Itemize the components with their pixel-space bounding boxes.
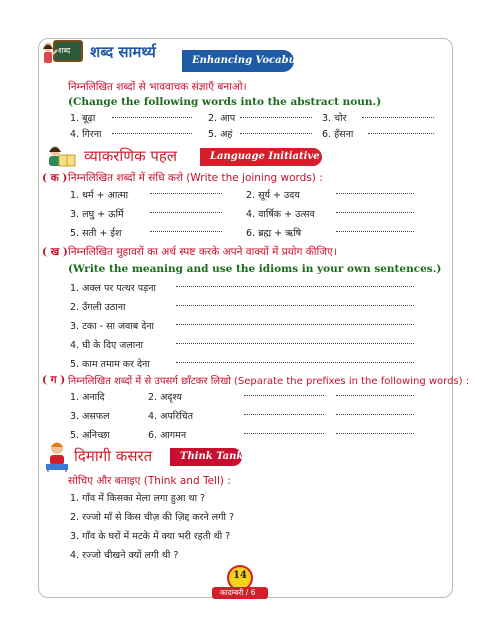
- question-hindi: निम्नलिखित शब्दों से भाववाचक संज्ञाएँ बनाओ।: [68, 81, 247, 93]
- section-title-banner: [170, 448, 242, 466]
- answer-line[interactable]: [150, 231, 222, 232]
- question-text: सोचिए और बताइए (Think and Tell) :: [68, 475, 231, 487]
- part-label: ( ख ): [42, 246, 68, 258]
- list-item: 3. लघु + ऊर्मि: [70, 209, 124, 220]
- answer-line[interactable]: [112, 117, 192, 118]
- answer-line[interactable]: [336, 414, 414, 415]
- list-item: 1. गाँव में किसका मेला लगा हुआ था ?: [70, 493, 206, 504]
- list-item: 4. रज्जो चीखने क्यों लगी थी ?: [70, 550, 179, 561]
- list-item: 3. गाँव के घरों में मटके में क्या भरी रहती थी ?: [70, 531, 231, 542]
- answer-line[interactable]: [244, 414, 324, 415]
- question-english: (Change the following words into the abstract noun.): [68, 96, 382, 108]
- list-item: 1. धर्म + आत्मा: [70, 190, 129, 201]
- reading-girl-illustration: [44, 144, 78, 168]
- badge-label: शब्द: [58, 46, 71, 55]
- book-name: कादम्बरी / 6: [220, 588, 256, 597]
- answer-line[interactable]: [240, 117, 312, 118]
- answer-line[interactable]: [112, 133, 192, 134]
- list-item: 1. अनादि: [70, 392, 105, 403]
- part-label: ( क ): [42, 172, 68, 184]
- section-title-english: Enhancing Vocabulary: [192, 55, 318, 66]
- section-title-banner: [182, 50, 318, 72]
- list-item: 2. रज्जो माँ से किस चीज़ की ज़िद्द करने लगी ?: [70, 512, 234, 523]
- answer-line[interactable]: [244, 433, 324, 434]
- answer-line[interactable]: [240, 133, 312, 134]
- answer-line[interactable]: [362, 117, 434, 118]
- answer-line[interactable]: [336, 212, 414, 213]
- answer-line[interactable]: [336, 395, 414, 396]
- answer-line[interactable]: [150, 212, 222, 213]
- answer-line[interactable]: [368, 133, 434, 134]
- list-item: 4. गिरना: [70, 129, 102, 140]
- list-item: 3. चोर: [322, 113, 347, 124]
- answer-line[interactable]: [336, 231, 414, 232]
- list-item: 2. आप: [208, 113, 236, 124]
- section-title-english: Think Tank: [180, 451, 244, 462]
- list-item: 5. काम तमाम कर देना: [70, 359, 150, 370]
- list-item: 4. अपरिचित: [148, 411, 193, 422]
- answer-line[interactable]: [176, 286, 414, 287]
- list-item: 5. सती + ईश: [70, 228, 122, 239]
- list-item: 5. अनिच्छा: [70, 430, 110, 441]
- page-number: 14: [233, 570, 247, 581]
- answer-line[interactable]: [150, 193, 222, 194]
- list-item: 2. उँगली उठाना: [70, 302, 126, 313]
- part-label: ( ग ): [42, 374, 66, 386]
- section-title-hindi: व्याकरणिक पहल: [84, 147, 178, 165]
- section-title-hindi: शब्द सामर्थ्य: [90, 43, 156, 61]
- answer-line[interactable]: [176, 343, 414, 344]
- list-item: 2. अदृश्य: [148, 392, 182, 403]
- thinking-boy-illustration: [44, 440, 70, 472]
- answer-line[interactable]: [176, 324, 414, 325]
- section-title-banner: [200, 148, 322, 166]
- answer-line[interactable]: [336, 193, 414, 194]
- list-item: 2. सूर्य + उदय: [246, 190, 300, 201]
- question-text: निम्नलिखित शब्दों में संधि करो (Write the joining words) :: [68, 172, 323, 184]
- list-item: 5. अहं: [208, 129, 233, 140]
- answer-line[interactable]: [176, 305, 414, 306]
- question-text: निम्नलिखित शब्दों में से उपसर्ग छाँटकर लिखो (Separate the prefixes in the following words) :: [68, 376, 470, 387]
- question-text: निम्नलिखित मुहावरों का अर्थ स्पष्ट करके अपने वाक्यों में प्रयोग कीजिए।: [68, 246, 337, 258]
- list-item: 4. घी के दिए जलाना: [70, 340, 143, 351]
- answer-line[interactable]: [176, 362, 414, 363]
- list-item: 6. आगमन: [148, 430, 187, 441]
- list-item: 3. असफल: [70, 411, 110, 422]
- list-item: 6. ब्रह्म + ऋषि: [246, 228, 302, 239]
- list-item: 1. बूढ़ा: [70, 113, 96, 124]
- question-english: (Write the meaning and use the idioms in your own sentences.): [68, 263, 442, 275]
- list-item: 3. टका - सा जवाब देना: [70, 321, 155, 332]
- answer-line[interactable]: [336, 433, 414, 434]
- section-title-english: Language Initiative: [210, 151, 320, 162]
- section-title-hindi: दिमागी कसरत: [74, 447, 153, 465]
- answer-line[interactable]: [244, 395, 324, 396]
- list-item: 6. हँसना: [322, 129, 354, 140]
- list-item: 1. अक्ल पर पत्थर पड़ना: [70, 283, 156, 294]
- list-item: 4. वार्षिक + उत्सव: [246, 209, 315, 220]
